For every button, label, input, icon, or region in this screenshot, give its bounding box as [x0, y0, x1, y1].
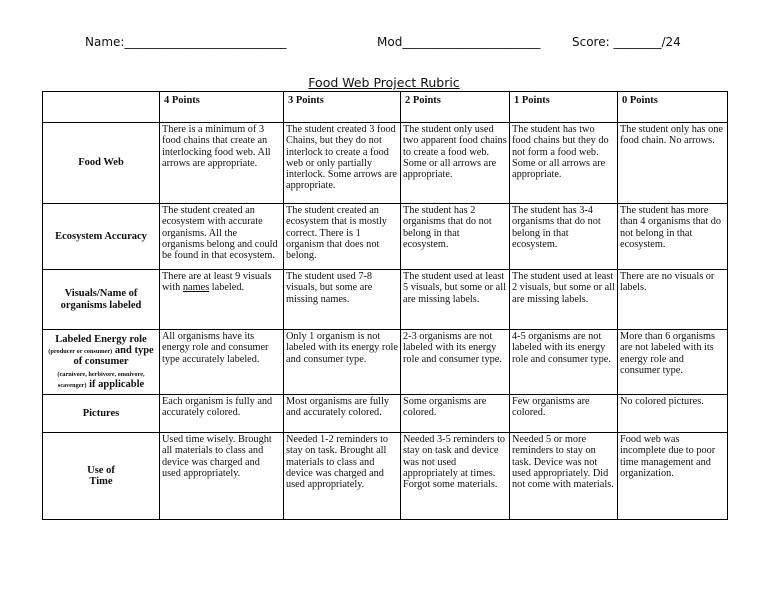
header-cell-0: 0 Points [618, 92, 728, 123]
table-cell: The student created an ecosystem that is mostly correct. There is 1 organism that does not belong. [284, 204, 401, 270]
table-row [43, 433, 728, 520]
table-cell: The student has 2 organisms that do not belong in that ecosystem. [401, 204, 510, 270]
header-cell-1: 1 Points [510, 92, 618, 123]
table-row [43, 123, 728, 204]
table-cell: Few organisms are colored. [510, 395, 618, 433]
table-cell: Some organisms are colored. [401, 395, 510, 433]
rubric-table [42, 91, 728, 520]
table-row [43, 330, 728, 395]
criterion-pictures: Pictures [43, 395, 160, 433]
table-cell: The student only used two apparent food chains to create a food web. Some or all arrows are appropriate. [401, 123, 510, 204]
table-cell: All organisms have its energy role and consumer type accurately labeled. [160, 330, 284, 395]
table-row [43, 270, 728, 330]
criterion-ecosystem-accuracy: Ecosystem Accuracy [43, 204, 160, 270]
criterion-line: Visuals/Name of [64, 288, 138, 300]
table-cell: 4-5 organisms are not labeled with its energy role and consumer type. [510, 330, 618, 395]
table-cell: The student has two food chains but they do not form a food web. Some or all arrows are appropriate. [510, 123, 618, 204]
table-cell: There are at least 9 visuals with names labeled. [160, 270, 284, 330]
rubric-title: Food Web Project Rubric [308, 75, 460, 90]
header-cell-4: 4 Points [160, 92, 284, 123]
table-row [43, 395, 728, 433]
header-cell-3: 3 Points [284, 92, 401, 123]
criterion-food-web: Food Web [43, 123, 160, 204]
criterion-line: organisms labeled [60, 299, 142, 311]
table-cell: The student has 3-4 organisms that do not belong in that ecosystem. [510, 204, 618, 270]
header-row [43, 92, 728, 123]
table-cell: Only 1 organism is not labeled with its energy role and consumer type. [284, 330, 401, 395]
table-cell: The student used at least 5 visuals, but some or all are missing labels. [401, 270, 510, 330]
criterion-visuals [43, 270, 160, 330]
table-cell: The student has more than 4 organisms that do not belong in that ecosystem. [618, 204, 728, 270]
table-cell: Most organisms are fully and accurately colored. [284, 395, 401, 433]
table-cell: The student created 3 food Chains, but they do not interlock to create a food web or only partially interlock. Some arrows are appropriate. [284, 123, 401, 204]
table-cell: 2-3 organisms are not labeled with its energy role and consumer type. [401, 330, 510, 395]
score-field: Score: ________/24 [572, 35, 681, 49]
student-info-header [0, 35, 768, 53]
header-cell-2: 2 Points [401, 92, 510, 123]
table-cell: Needed 3-5 reminders to stay on task and device was not used appropriately at times. Forgot some materials. [401, 433, 510, 520]
table-cell: Used time wisely. Brought all materials to class and device was charged and used appropriately. [160, 433, 284, 520]
criterion-line: Time [89, 476, 113, 487]
mod-field: Mod_______________________ [377, 35, 541, 49]
table-cell: The student created an ecosystem with accurate organisms. All the organisms belong and could be found in that ecosystem. [160, 204, 284, 270]
table-row [43, 204, 728, 270]
table-cell: Food web was incomplete due to poor time management and organization. [618, 433, 728, 520]
criterion-energy-role: Labeled Energy role (producer or consumer) and type of consumer (carnivore, herbivore, omnivore, scavenger) if applicable [43, 330, 160, 395]
table-cell: Needed 5 or more reminders to stay on task. Device was not used appropriately. Did not come with materials. [510, 433, 618, 520]
table-cell: No colored pictures. [618, 395, 728, 433]
table-cell: The student only has one food chain. No arrows. [618, 123, 728, 204]
table-cell: The student used 7-8 visuals, but some are missing names. [284, 270, 401, 330]
table-cell: The student used at least 2 visuals, but some or all are missing labels. [510, 270, 618, 330]
table-cell: There are no visuals or labels. [618, 270, 728, 330]
criterion-line: Use of [87, 464, 115, 476]
criterion-use-of-time [43, 433, 160, 520]
table-cell: Needed 1-2 reminders to stay on task. Brought all materials to class and device was charged and used appropriately. [284, 433, 401, 520]
table-cell: More than 6 organisms are not labeled with its energy role and consumer type. [618, 330, 728, 395]
name-field: Name:___________________________ [85, 35, 287, 49]
table-cell: There is a minimum of 3 food chains that create an interlocking food web. All arrows are appropriate. [160, 123, 284, 204]
header-cell-blank [43, 92, 160, 123]
table-cell: Each organism is fully and accurately colored. [160, 395, 284, 433]
